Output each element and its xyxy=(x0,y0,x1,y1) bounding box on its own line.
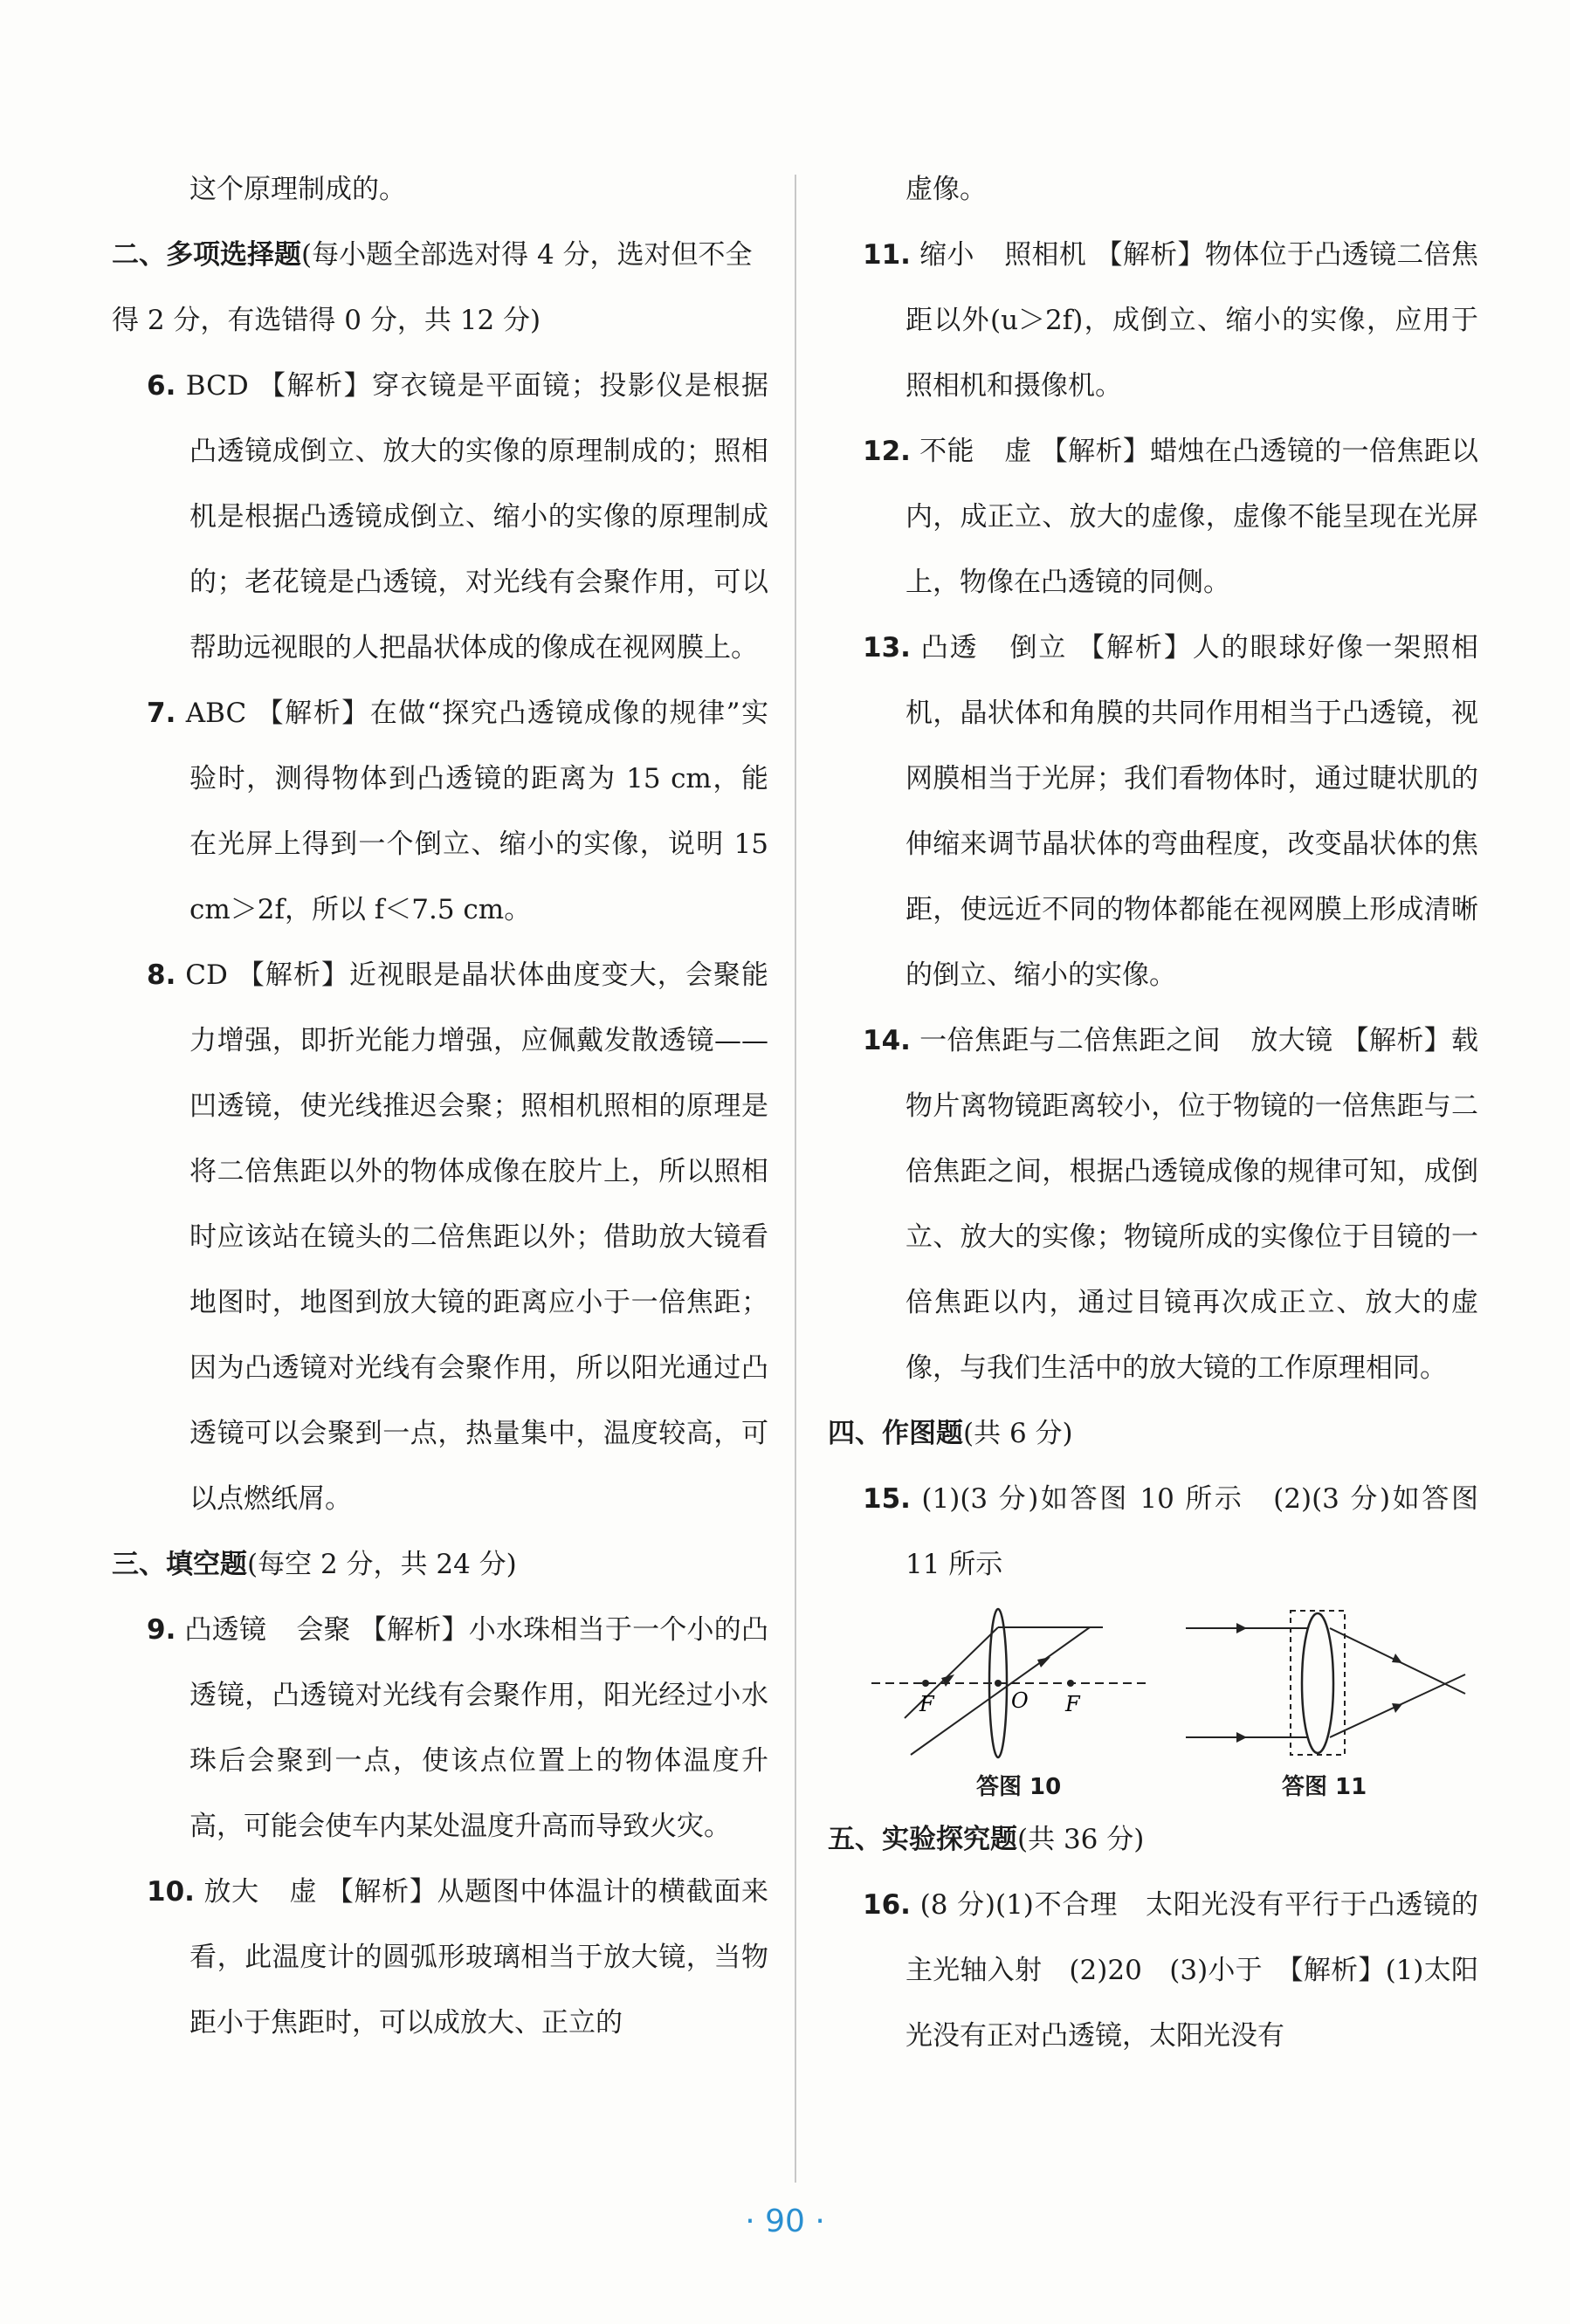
answer-item-13 xyxy=(828,615,1478,1008)
arrow-icon xyxy=(1392,1654,1402,1663)
answer-item-7 xyxy=(112,681,768,943)
item-number: 13. xyxy=(863,632,911,664)
item-number: 10. xyxy=(147,1876,195,1908)
answer-item-10 xyxy=(112,1860,768,2056)
figure-10-caption: 答图 10 xyxy=(976,1774,1062,1800)
answer-item-6 xyxy=(112,354,768,681)
answer-2: 倒立 xyxy=(1008,632,1068,664)
answer-item-16 xyxy=(828,1873,1478,2069)
label-f-right: F xyxy=(1065,1692,1080,1716)
answer-item-11 xyxy=(828,223,1478,419)
answer-item-12 xyxy=(828,419,1478,615)
item-number: 11. xyxy=(863,239,911,271)
item-number: 14. xyxy=(863,1025,911,1056)
answer-figure-10 xyxy=(871,1606,1160,1772)
item-number: 16. xyxy=(863,1889,911,1921)
answer-item-9 xyxy=(112,1598,768,1860)
answer-2: 会聚 xyxy=(296,1614,351,1646)
section-note: (共 36 分) xyxy=(1017,1824,1145,1855)
label-o: O xyxy=(1011,1688,1029,1713)
figure-11-caption: 答图 11 xyxy=(1282,1774,1367,1800)
focus-point xyxy=(1067,1680,1074,1687)
item-text: (1)(3 分)如答图 10 所示 (2)(3 分)如答图 11 所示 xyxy=(906,1483,1478,1580)
item-text: ABC 【解析】在做“探究凸透镜成像的规律”实验时，测得物体到凸透镜的距离为 15 cm，能在光屏上得到一个倒立、缩小的实像，说明 15 cm＞2f，所以 f＜7.5 cm。 xyxy=(185,698,769,925)
item-number: 8. xyxy=(147,959,176,991)
concave-lens xyxy=(1302,1613,1333,1753)
item-number: 15. xyxy=(863,1483,911,1515)
section-title: 四、作图题 xyxy=(828,1418,963,1449)
focus-point xyxy=(922,1680,929,1687)
answer-item-15 xyxy=(828,1467,1478,1598)
section-heading-drawing xyxy=(828,1401,1478,1467)
section-title: 三、填空题 xyxy=(112,1549,247,1580)
section-title: 五、实验探究题 xyxy=(828,1824,1017,1855)
answer-item-8 xyxy=(112,943,768,1532)
answer-2: 照相机 xyxy=(1003,239,1087,271)
arrow-icon xyxy=(1236,1732,1247,1743)
label-f-left: F xyxy=(919,1692,934,1716)
answer-1: 一倍焦距与二倍焦距之间 xyxy=(919,1025,1221,1056)
item-text: (8 分)(1)不合理 太阳光没有平行于凸透镜的主光轴入射 (2)20 (3)小于 【解析】(1)太阳光没有正对凸透镜，太阳光没有 xyxy=(906,1889,1478,2052)
continued-text: 虚像。 xyxy=(906,174,987,205)
answer-1: 凸透镜 xyxy=(184,1614,267,1646)
arrow-icon xyxy=(1037,1657,1050,1667)
left-column xyxy=(112,157,768,2056)
figures-row xyxy=(828,1598,1478,1807)
section-heading-multiple-choice xyxy=(112,223,768,354)
item-text: 【解析】载物片离物镜距离较小，位于物镜的一倍焦距与二倍焦距之间，根据凸透镜成像的规律可知，成倒立、放大的实像；物镜所成的实像位于目镜的一倍焦距以内，通过目镜再次成正立、放大的虚像，与我们生活中的放大镜的工作原理相同。 xyxy=(906,1025,1479,1384)
answer-item-14 xyxy=(828,1008,1478,1401)
section-title: 二、多项选择题 xyxy=(112,239,301,271)
item-number: 6. xyxy=(147,370,176,402)
item-text: 【解析】人的眼球好像一架照相机，晶状体和角膜的共同作用相当于凸透镜，视网膜相当于光屏；我们看物体时，通过睫状肌的伸缩来调节晶状体的弯曲程度，改变晶状体的焦距，使远近不同的物体都能在视网膜上形成清晰的倒立、缩小的实像。 xyxy=(906,632,1479,991)
item-text: 【解析】物体位于凸透镜二倍焦距以外(u＞2f)，成倒立、缩小的实像，应用于照相机和摄像机。 xyxy=(906,239,1479,402)
answer-2: 放大镜 xyxy=(1250,1025,1333,1056)
section-note: (共 6 分) xyxy=(963,1418,1073,1449)
answer-1: 放大 xyxy=(203,1876,259,1908)
page-number: · 90 · xyxy=(745,2204,825,2239)
section-note: (每空 2 分，共 24 分) xyxy=(247,1549,517,1580)
item-number: 9. xyxy=(147,1614,176,1646)
ray-through-center xyxy=(911,1627,1090,1755)
section-heading-fill-blank xyxy=(112,1532,768,1598)
section-heading-experiment xyxy=(828,1807,1478,1873)
column-divider xyxy=(795,175,796,2183)
answer-1: 凸透 xyxy=(920,632,979,664)
item-number: 7. xyxy=(147,698,176,729)
item-text: BCD 【解析】穿衣镜是平面镜；投影仪是根据凸透镜成倒立、放大的实像的原理制成的；照相机是根据凸透镜成倒立、缩小的实像的原理制成的；老花镜是凸透镜，对光线有会聚作用，可以帮助远视眼的人把晶状体成的像成在视网膜上。 xyxy=(185,370,768,664)
arrow-icon xyxy=(941,1674,954,1687)
item-text: 【解析】从题图中体温计的横截面来看，此温度计的圆弧形玻璃相当于放大镜，当物距小于焦距时，可以成放大、正立的 xyxy=(189,1876,769,2039)
item-text: CD 【解析】近视眼是晶状体曲度变大，会聚能力增强，即折光能力增强，应佩戴发散透镜——凹透镜，使光线推迟会聚；照相机照相的原理是将二倍焦距以外的物体成像在胶片上，所以照相时应该站在镜头的二倍焦距以外；借助放大镜看地图时，地图到放大镜的距离应小于一倍焦距；因为凸透镜对光线有会聚作用，所以阳光通过凸透镜可以会聚到一点，热量集中，温度较高，可以点燃纸屑。 xyxy=(185,959,768,1515)
answer-2: 虚 xyxy=(288,1876,318,1908)
optical-center xyxy=(995,1680,1002,1687)
item-text: 【解析】蜡烛在凸透镜的一倍焦距以内，成正立、放大的虚像，虚像不能呈现在光屏上，物像在凸透镜的同侧。 xyxy=(906,436,1479,598)
continued-text: 这个原理制成的。 xyxy=(189,174,406,205)
item-text: 【解析】小水珠相当于一个小的凸透镜，凸透镜对光线有会聚作用，阳光经过小水珠后会聚到一点，使该点位置上的物体温度升高，可能会使车内某处温度升高而导致火灾。 xyxy=(189,1614,768,1842)
answer-2: 虚 xyxy=(1003,436,1032,467)
arrow-icon xyxy=(1236,1623,1247,1633)
answer-figure-11 xyxy=(1186,1606,1474,1772)
answer-1: 不能 xyxy=(919,436,974,467)
section-note: (每小题全部选对得 4 分，选对但不全得 2 分，有选错得 0 分，共 12 分) xyxy=(112,239,753,336)
answer-1: 缩小 xyxy=(919,239,974,271)
item-number: 12. xyxy=(863,436,911,467)
right-column xyxy=(828,157,1478,2069)
